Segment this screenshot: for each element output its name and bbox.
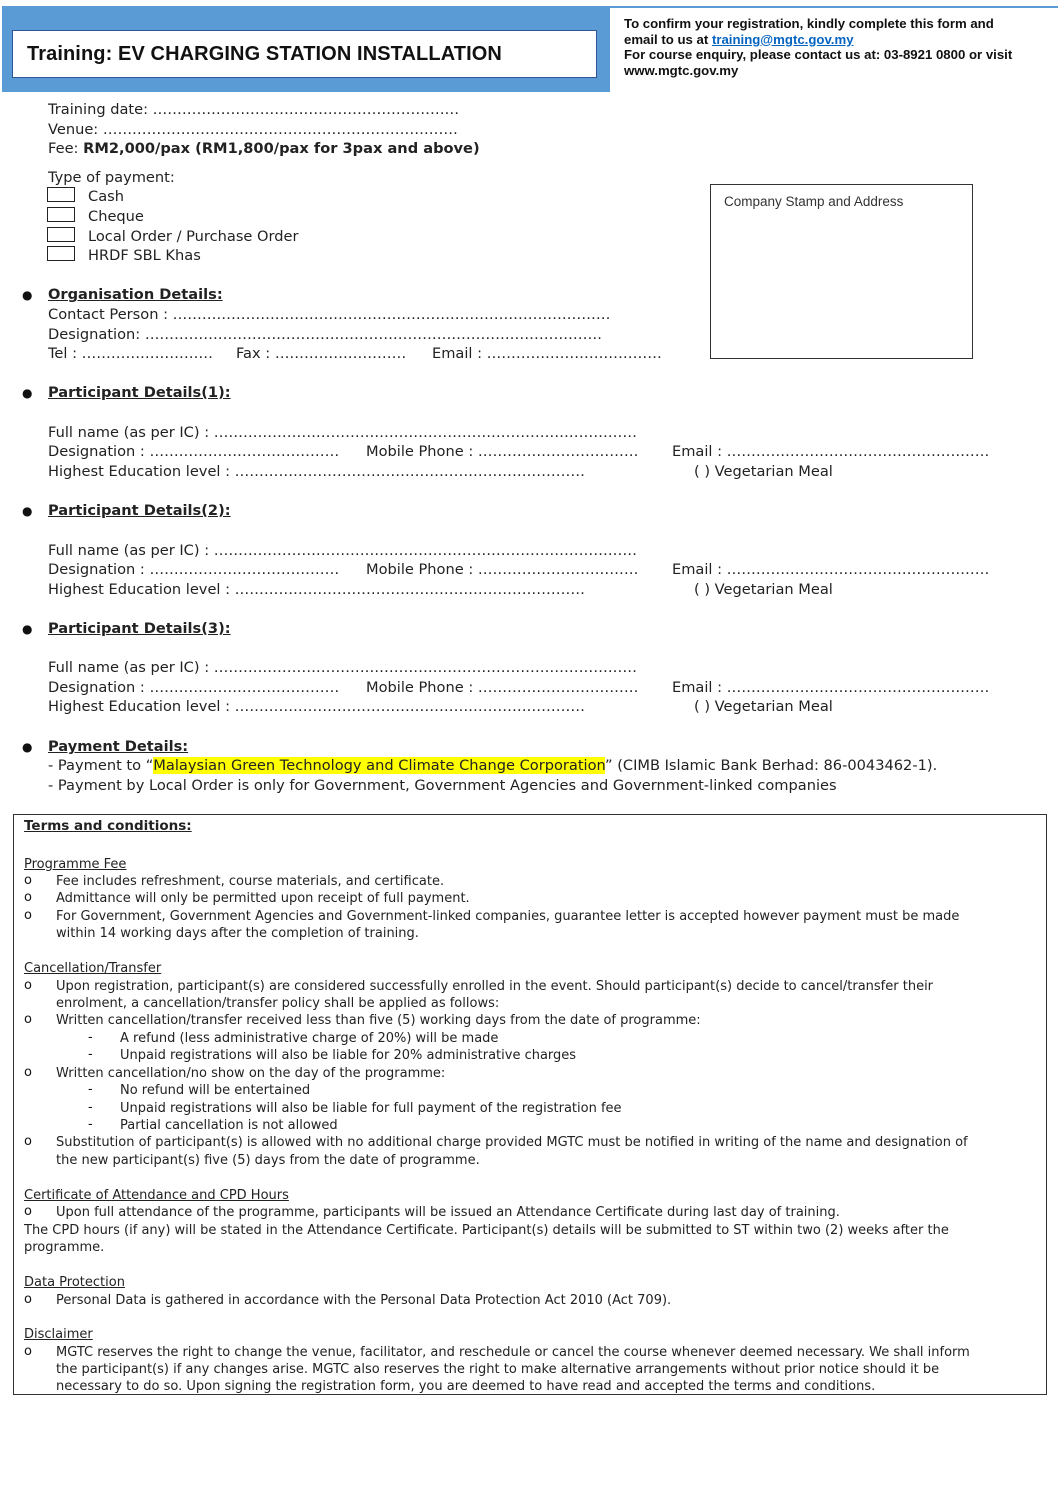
dash-icon: - xyxy=(88,1100,93,1115)
bullet-icon: o xyxy=(24,1134,32,1149)
participant-1-designation[interactable]: Designation : ………………………………… xyxy=(48,443,340,460)
term-text: Admittance will only be permitted upon receipt of full payment. xyxy=(56,891,470,906)
cheque-checkbox[interactable] xyxy=(47,207,75,222)
dash-icon: - xyxy=(88,1030,93,1045)
term-text: The CPD hours (if any) will be stated in the Attendance Certificate. Participant(s) details will be submitted to ST within two (2) weeks after the xyxy=(24,1223,949,1238)
participant-2-mobile[interactable]: Mobile Phone : …………………………… xyxy=(366,561,639,578)
header-banner xyxy=(2,6,1058,92)
contact-person-field[interactable]: Contact Person : ……………………………………………………………………………… xyxy=(48,306,611,323)
term-text: the new participant(s) five (5) days from the date of programme. xyxy=(56,1153,480,1168)
contact-info xyxy=(610,8,1058,92)
term-text: Partial cancellation is not allowed xyxy=(120,1118,338,1133)
participant-1-education[interactable]: Highest Education level : ……………………………………………………………… xyxy=(48,463,585,480)
term-text: the participant(s) if any changes arise. MGTC also reserves the right to make alternative arrangements without prior notice should it be xyxy=(56,1362,940,1377)
participant-3-designation[interactable]: Designation : ………………………………… xyxy=(48,679,340,696)
bullet-icon: ● xyxy=(22,740,33,754)
participant-3-email[interactable]: Email : ……………………………………………… xyxy=(672,679,990,696)
org-email-field[interactable]: Email : ……………………………… xyxy=(432,345,662,362)
bullet-icon: o xyxy=(24,1292,32,1307)
term-text: No refund will be entertained xyxy=(120,1083,311,1098)
term-text: Written cancellation/transfer received less than five (5) working days from the date of programme: xyxy=(56,1013,701,1028)
designation-field[interactable]: Designation: …………………………………………………………………………………. xyxy=(48,326,602,343)
term-text: Substitution of participant(s) is allowed with no additional charge provided MGTC must be notified in writing of the name and designation of xyxy=(56,1135,968,1150)
enquiry-line-2: www.mgtc.gov.my xyxy=(624,62,739,78)
term-text: within 14 working days after the completion of training. xyxy=(56,926,419,941)
training-date-field[interactable]: Training date: ……………………………………………………… xyxy=(48,101,460,118)
stamp-label: Company Stamp and Address xyxy=(724,194,904,209)
venue-field[interactable]: Venue: ………………………………………………………………. xyxy=(48,121,458,138)
company-stamp-box xyxy=(710,184,973,359)
enquiry-line-1: For course enquiry, please contact us at: 03-8921 0800 or visit xyxy=(624,47,1013,63)
term-text: Upon registration, participant(s) are considered successfully enrolled in the event. Should participant(s) decide to cancel/transfer their xyxy=(56,979,934,994)
term-text: Personal Data is gathered in accordance with the Personal Data Protection Act 2010 (Act 709). xyxy=(56,1293,672,1308)
participant-3-meal[interactable]: ( ) Vegetarian Meal xyxy=(694,698,833,715)
dash-icon: - xyxy=(88,1047,93,1062)
bullet-icon: o xyxy=(24,908,32,923)
hrdf-checkbox[interactable] xyxy=(47,246,75,261)
payment-heading: Payment Details: xyxy=(48,738,189,755)
term-text: For Government, Government Agencies and Government-linked companies, guarantee letter is accepted however payment must be made xyxy=(56,909,960,924)
payment-line-2: - Payment by Local Order is only for Government, Government Agencies and Government-linked companies xyxy=(48,777,837,794)
participant-3-education[interactable]: Highest Education level : ……………………………………………………………… xyxy=(48,698,585,715)
bullet-icon: o xyxy=(24,1344,32,1359)
term-text: necessary to do so. Upon signing the registration form, you are deemed to have read and accepted the terms and conditions. xyxy=(56,1379,876,1394)
hrdf-option: HRDF SBL Khas xyxy=(88,247,201,264)
payment-type-label: Type of payment: xyxy=(48,169,175,186)
certificate-heading: Certificate of Attendance and CPD Hours xyxy=(24,1188,289,1203)
participant-3-heading: Participant Details(3): xyxy=(48,620,231,637)
term-text: A refund (less administrative charge of 20%) will be made xyxy=(120,1031,499,1046)
bullet-icon: ● xyxy=(22,386,33,400)
terms-heading: Terms and conditions: xyxy=(24,818,192,834)
title-box xyxy=(12,30,597,78)
bullet-icon: ● xyxy=(22,288,33,302)
participant-1-mobile[interactable]: Mobile Phone : …………………………… xyxy=(366,443,639,460)
bullet-icon: o xyxy=(24,873,32,888)
dash-icon: - xyxy=(88,1117,93,1132)
dash-icon: - xyxy=(88,1082,93,1097)
participant-1-heading: Participant Details(1): xyxy=(48,384,231,401)
participant-2-designation[interactable]: Designation : ………………………………… xyxy=(48,561,340,578)
terms-box xyxy=(13,814,1047,1395)
purchase-order-checkbox[interactable] xyxy=(47,227,75,242)
bullet-icon: o xyxy=(24,1065,32,1080)
bullet-icon: ● xyxy=(22,622,33,636)
cash-option: Cash xyxy=(88,188,124,205)
term-text: enrolment, a cancellation/transfer policy shall be applied as follows: xyxy=(56,996,500,1011)
organisation-heading: Organisation Details: xyxy=(48,286,223,303)
email-link[interactable]: training@mgtc.gov.my xyxy=(711,31,854,47)
tel-field[interactable]: Tel : ……………………… xyxy=(48,345,214,362)
term-text: MGTC reserves the right to change the venue, facilitator, and reschedule or cancel the course whenever deemed necessary. We shall inform xyxy=(56,1345,970,1360)
term-text: Fee includes refreshment, course materials, and certificate. xyxy=(56,874,445,889)
participant-2-heading: Participant Details(2): xyxy=(48,502,231,519)
cash-checkbox[interactable] xyxy=(47,187,75,202)
participant-2-fullname[interactable]: Full name (as per IC) : …………………………………………………………………………… xyxy=(48,542,637,559)
page-title: Training: EV CHARGING STATION INSTALLATION xyxy=(27,43,502,65)
bullet-icon: o xyxy=(24,1012,32,1027)
bullet-icon: o xyxy=(24,890,32,905)
term-text: Upon full attendance of the programme, participants will be issued an Attendance Certificate during last day of training. xyxy=(56,1205,840,1220)
payee-highlight: Malaysian Green Technology and Climate Change Corporation xyxy=(153,757,605,774)
purchase-order-option: Local Order / Purchase Order xyxy=(88,228,299,245)
bullet-icon: o xyxy=(24,1204,32,1219)
fee-value: RM2,000/pax (RM1,800/pax for 3pax and above) xyxy=(83,140,480,157)
cancellation-heading: Cancellation/Transfer xyxy=(24,961,162,976)
participant-2-education[interactable]: Highest Education level : ……………………………………………………………… xyxy=(48,581,585,598)
participant-1-meal[interactable]: ( ) Vegetarian Meal xyxy=(694,463,833,480)
fee-line: Fee: RM2,000/pax (RM1,800/pax for 3pax and above) xyxy=(48,140,480,157)
term-text: Unpaid registrations will also be liable for 20% administrative charges xyxy=(120,1048,577,1063)
confirm-line-2: email to us at training@mgtc.gov.my xyxy=(624,31,854,47)
term-text: Unpaid registrations will also be liable for full payment of the registration fee xyxy=(120,1101,622,1116)
participant-1-email[interactable]: Email : ……………………………………………… xyxy=(672,443,990,460)
cheque-option: Cheque xyxy=(88,208,144,225)
payment-line-1: - Payment to “Malaysian Green Technology and Climate Change Corporation” (CIMB Islamic Bank Berhad: 86-0043462-1). xyxy=(48,757,938,774)
disclaimer-heading: Disclaimer xyxy=(24,1327,93,1342)
term-text: Written cancellation/no show on the day of the programme: xyxy=(56,1066,446,1081)
bullet-icon: ● xyxy=(22,504,33,518)
participant-2-meal[interactable]: ( ) Vegetarian Meal xyxy=(694,581,833,598)
participant-1-fullname[interactable]: Full name (as per IC) : …………………………………………………………………………… xyxy=(48,424,637,441)
participant-2-email[interactable]: Email : ……………………………………………… xyxy=(672,561,990,578)
term-text: programme. xyxy=(24,1240,105,1255)
programme-fee-heading: Programme Fee xyxy=(24,857,127,872)
participant-3-mobile[interactable]: Mobile Phone : …………………………… xyxy=(366,679,639,696)
fax-field[interactable]: Fax : ……………………… xyxy=(236,345,407,362)
participant-3-fullname[interactable]: Full name (as per IC) : …………………………………………………………………………… xyxy=(48,659,637,676)
bullet-icon: o xyxy=(24,978,32,993)
data-protection-heading: Data Protection xyxy=(24,1275,125,1290)
confirm-line-1: To confirm your registration, kindly complete this form and xyxy=(624,16,994,31)
